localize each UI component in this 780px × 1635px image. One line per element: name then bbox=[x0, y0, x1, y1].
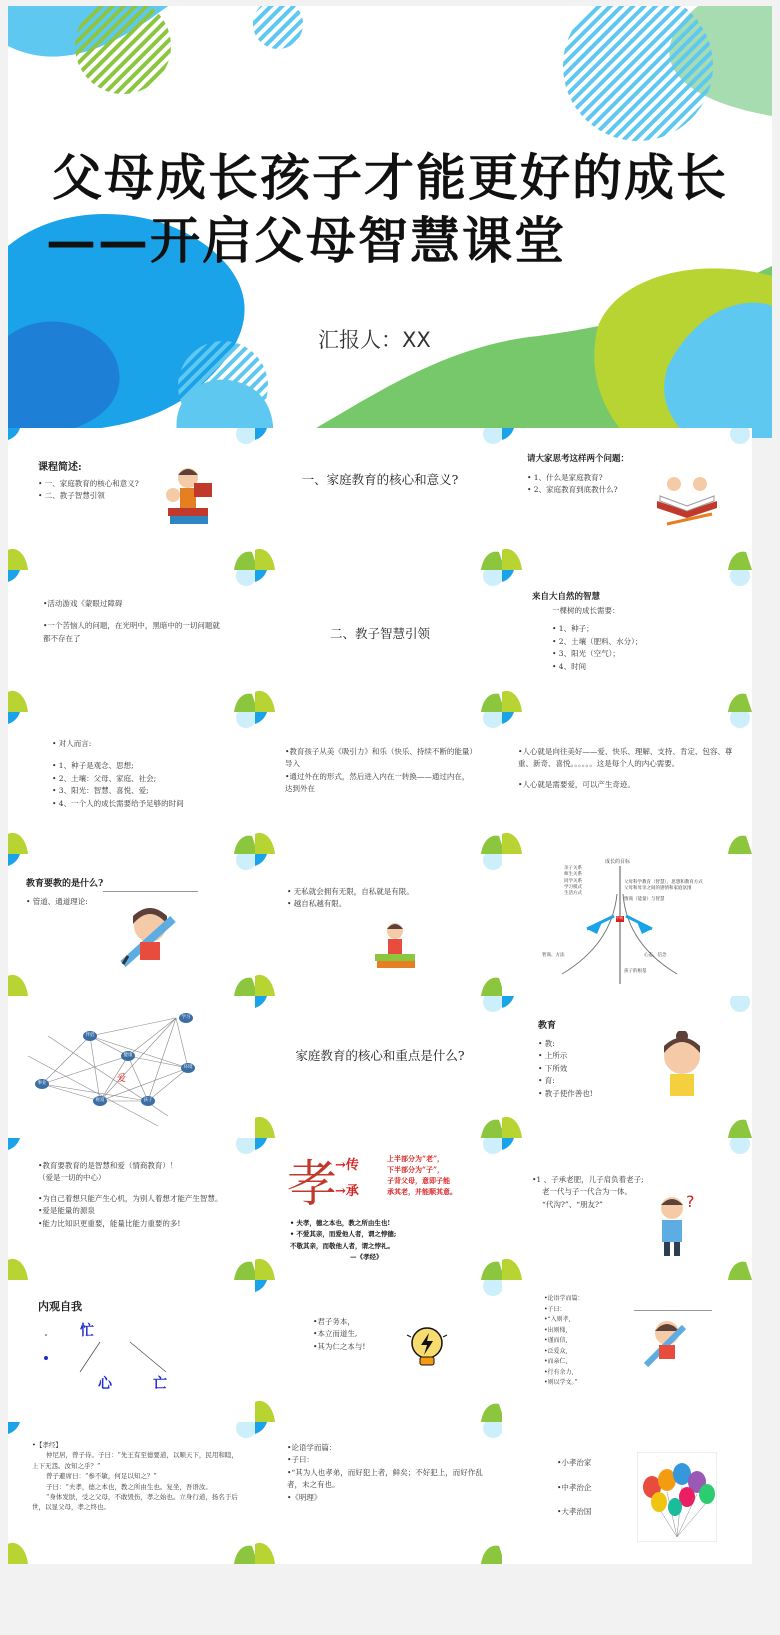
arrow-cheng: →承 bbox=[335, 1184, 359, 1199]
slide-body: • 管道、通道理论: bbox=[26, 897, 88, 906]
xiao-quote: • 夫孝，德之本也，教之所由生也! • 不爱其亲，而爱他人者，谓之悖德; 不敬其亲，而敬他人者，谓之悖礼。 —《孝经》 bbox=[290, 1219, 397, 1262]
divider bbox=[634, 1310, 712, 1311]
xiao-character: 孝 bbox=[287, 1155, 337, 1213]
slide-body: •论语学而篇： •子曰： •“其为人也孝弟，而好犯上者，鲜矣；不好犯上，而好作乱者，未之有也。 •《明理》 bbox=[287, 1443, 483, 1502]
slide-heading: 二、教子智慧引领 bbox=[329, 626, 430, 641]
slide-thumbnail[interactable] bbox=[8, 1138, 258, 1280]
relationship-network-diagram bbox=[8, 996, 258, 1138]
slide-thumbnail[interactable] bbox=[8, 996, 258, 1138]
slide-corner-decoration bbox=[255, 712, 505, 854]
diagram-bottom: 孩子的根基 bbox=[624, 969, 647, 974]
diagram-bottom-left: 智商、方法 bbox=[542, 953, 565, 958]
slide-thumbnail[interactable] bbox=[502, 854, 752, 996]
slide-corner-decoration bbox=[255, 428, 505, 570]
network-node: 伴侣 bbox=[83, 1031, 97, 1041]
slide-thumbnail[interactable] bbox=[255, 1422, 505, 1564]
slide-body: 一棵树的成长需要： • 1、种子； • 2、土壤（肥料、水分）； • 3、阳光（空气）； • 4、时间 bbox=[552, 606, 643, 671]
slide-title: 教育 bbox=[538, 1021, 557, 1031]
slide-thumbnail[interactable] bbox=[502, 1138, 752, 1280]
slide-corner-decoration bbox=[8, 1422, 258, 1564]
diagram-right-labels: 父母科学教育（智慧），思想和教育方式 父母和母亲之间的感情和家庭氛围 情商（能量）与智慧 bbox=[624, 880, 703, 902]
diagram-top-label: 成长的目标 bbox=[605, 859, 631, 865]
reporter-label: 汇报人：XX bbox=[318, 328, 431, 352]
slide-body: •君子务本， •本立而道生, •其为仁之本与! bbox=[313, 1317, 366, 1351]
slide-thumbnail[interactable] bbox=[8, 1280, 258, 1422]
cover-slide bbox=[8, 6, 772, 438]
slide-body: • 1、什么是家庭教育? • 2、家庭教育到底教什么? bbox=[527, 473, 618, 495]
char-wang: 亡 bbox=[153, 1376, 167, 1392]
slide-corner-decoration bbox=[502, 996, 752, 1138]
slide-corner-decoration bbox=[8, 712, 258, 854]
slide-thumbnail[interactable] bbox=[255, 854, 505, 996]
slide-thumbnail[interactable] bbox=[502, 1422, 752, 1564]
slide-heading: 家庭教育的核心和重点是什么? bbox=[295, 1048, 465, 1063]
network-node: 孩子 bbox=[141, 1096, 155, 1106]
slide-body: •教育孩子从美《吸引力》和乐（快乐、持续不断的能量）导入 •通过外在的形式，然后进入内在一转换——通过内在，达到外在 bbox=[285, 747, 474, 794]
slide-thumbnail[interactable] bbox=[502, 1280, 752, 1422]
slide-body: •活动游戏《蒙眼过障碍 •一个苦恼人的问题，在光明中，黑暗中的一切问题就都不存在了 bbox=[43, 599, 220, 643]
slide-thumbnail[interactable] bbox=[255, 1138, 505, 1280]
char-mang: 忙 bbox=[80, 1323, 94, 1339]
slide-thumbnail[interactable] bbox=[255, 712, 505, 854]
slide-thumbnail[interactable] bbox=[502, 428, 752, 570]
arrow-chuan: →传 bbox=[335, 1158, 359, 1173]
slide-thumbnail[interactable] bbox=[8, 1422, 258, 1564]
slide-title: 内观自我 bbox=[38, 1300, 82, 1313]
slide-body: • 对人而言: • 1、种子是观念、思想; • 2、土壤：父母、家庭、社会; • 3、阳光：智慧、喜悦、爱; • 4、一个人的成长需要给予足够的时间 bbox=[52, 739, 184, 808]
slide-body: •小孝治家 •中孝治企 •大孝治国 bbox=[557, 1458, 592, 1516]
slide-thumbnail[interactable] bbox=[8, 854, 258, 996]
slide-thumbnail[interactable] bbox=[255, 428, 505, 570]
slide-body: •论语学而篇： •子曰： •“入则孝, •出则悌, •谨而信, •泛爱众, •而亲仁, •行有余力, •则以学文。” bbox=[544, 1295, 584, 1386]
slide-thumbnail[interactable] bbox=[255, 570, 505, 712]
network-node: 健康 bbox=[121, 1051, 135, 1061]
girl-with-pencil-illustration bbox=[642, 1315, 692, 1370]
slide-title: 来自大自然的智慧 bbox=[532, 592, 601, 602]
slide-thumbnail[interactable] bbox=[255, 1280, 505, 1422]
slide-corner-decoration bbox=[8, 428, 258, 570]
balloons-illustration bbox=[637, 1452, 717, 1542]
slide-body: •【孝经】 仲尼居，曾子侍。子曰：“先王有至德要道，以顺天下，民用和睦，上下无怨。汝知之乎？” 曾子避席曰：“参不敏，何足以知之？” 子曰：“夫孝，德之本也，教之所由生也。复坐，吾语汝。 “身体发肤，受之父母，不敢毁伤，孝之始也。立身行道，扬名于后世，以显父母，孝之终也。 bbox=[32, 1441, 238, 1512]
slide-body: • 教: • 上所示 • 下所效 • 育: • 教子使作善也! bbox=[538, 1039, 593, 1098]
slide-heading: 一、家庭教育的核心和意义? bbox=[301, 472, 459, 487]
slide-corner-decoration bbox=[502, 570, 752, 712]
network-center-label: 爱 bbox=[117, 1074, 127, 1084]
diagram-left-labels: 亲子关系 师生关系 同学关系 学习模式 生活方式 bbox=[564, 866, 582, 897]
slide-corner-decoration bbox=[255, 854, 505, 996]
slide-thumbnail[interactable] bbox=[8, 570, 258, 712]
network-node: 财富 bbox=[93, 1096, 107, 1106]
slide-corner-decoration bbox=[502, 428, 752, 570]
xiao-explanation: 上半部分为“老”， 下半部分为“子”， 子背父母，意即子能 承其老，并能顺其意。 bbox=[387, 1154, 457, 1196]
diagram-center-label: 中间 bbox=[616, 916, 623, 920]
slide-thumbnail[interactable] bbox=[255, 996, 505, 1138]
character-decomposition-lines bbox=[8, 1280, 258, 1422]
slide-body: • 一、家庭教育的核心和意义? • 二、教子智慧引领 bbox=[38, 479, 139, 501]
slide-body: •1 、子承老肥，儿子肩负着老子; 老一代与子一代合为一体。 “代沟?”、“朋友?” bbox=[532, 1175, 644, 1209]
cover-title-line1: 父母成长孩子才能更好的成长 bbox=[52, 148, 728, 207]
svg-text:?: ? bbox=[686, 1193, 695, 1211]
slide-body: • 无私就会拥有无限，自私就是有限。 • 越自私越有限。 bbox=[287, 887, 414, 909]
slide-corner-decoration bbox=[502, 1138, 752, 1280]
slide-thumbnail[interactable] bbox=[502, 996, 752, 1138]
slide-thumbnail[interactable] bbox=[8, 712, 258, 854]
slide-title: 课程简述: bbox=[38, 462, 82, 473]
slide-thumbnail[interactable] bbox=[8, 428, 258, 570]
network-node: 学习 bbox=[179, 1013, 193, 1023]
diagram-bottom-right: 心态、信念 bbox=[644, 953, 667, 958]
slide-title: 教育要教的是什么? bbox=[26, 879, 104, 889]
slide-corner-decoration bbox=[8, 570, 258, 712]
cover-title-line2: ——开启父母智慧课堂 bbox=[46, 211, 566, 270]
slide-body: •教育要教育的是智慧和爱（情商教育）！ （爱是一切的中心） •为自己着想只能产生心机，为别人着想才能产生智慧。 •爱是能量的源泉 •能力比知识更重要，能量比能力重要的多! bbox=[38, 1161, 223, 1228]
slide-corner-decoration bbox=[255, 996, 505, 1138]
slide-corner-decoration bbox=[255, 570, 505, 712]
slide-corner-decoration bbox=[255, 1138, 505, 1280]
slide-title: 请大家思考这样两个问题： bbox=[527, 454, 630, 464]
char-xin: 心 bbox=[98, 1376, 112, 1392]
network-node: 环境 bbox=[181, 1063, 195, 1073]
slide-corner-decoration bbox=[502, 712, 752, 854]
slide-thumbnail[interactable] bbox=[502, 712, 752, 854]
slide-thumbnail[interactable] bbox=[502, 570, 752, 712]
slide-corner-decoration bbox=[255, 1422, 505, 1564]
network-node: 事业 bbox=[35, 1079, 49, 1089]
slide-corner-decoration bbox=[8, 854, 258, 996]
slide-corner-decoration bbox=[255, 1280, 505, 1422]
slide-corner-decoration bbox=[8, 1138, 258, 1280]
slide-body: •人心就是向往美好——爱、快乐、理解、支持、肯定、包容、尊重、新奇、喜悦。。。。。。这是每个人的内心需要。 •人心就是需要爱，可以产生奇迹。 bbox=[518, 747, 733, 789]
